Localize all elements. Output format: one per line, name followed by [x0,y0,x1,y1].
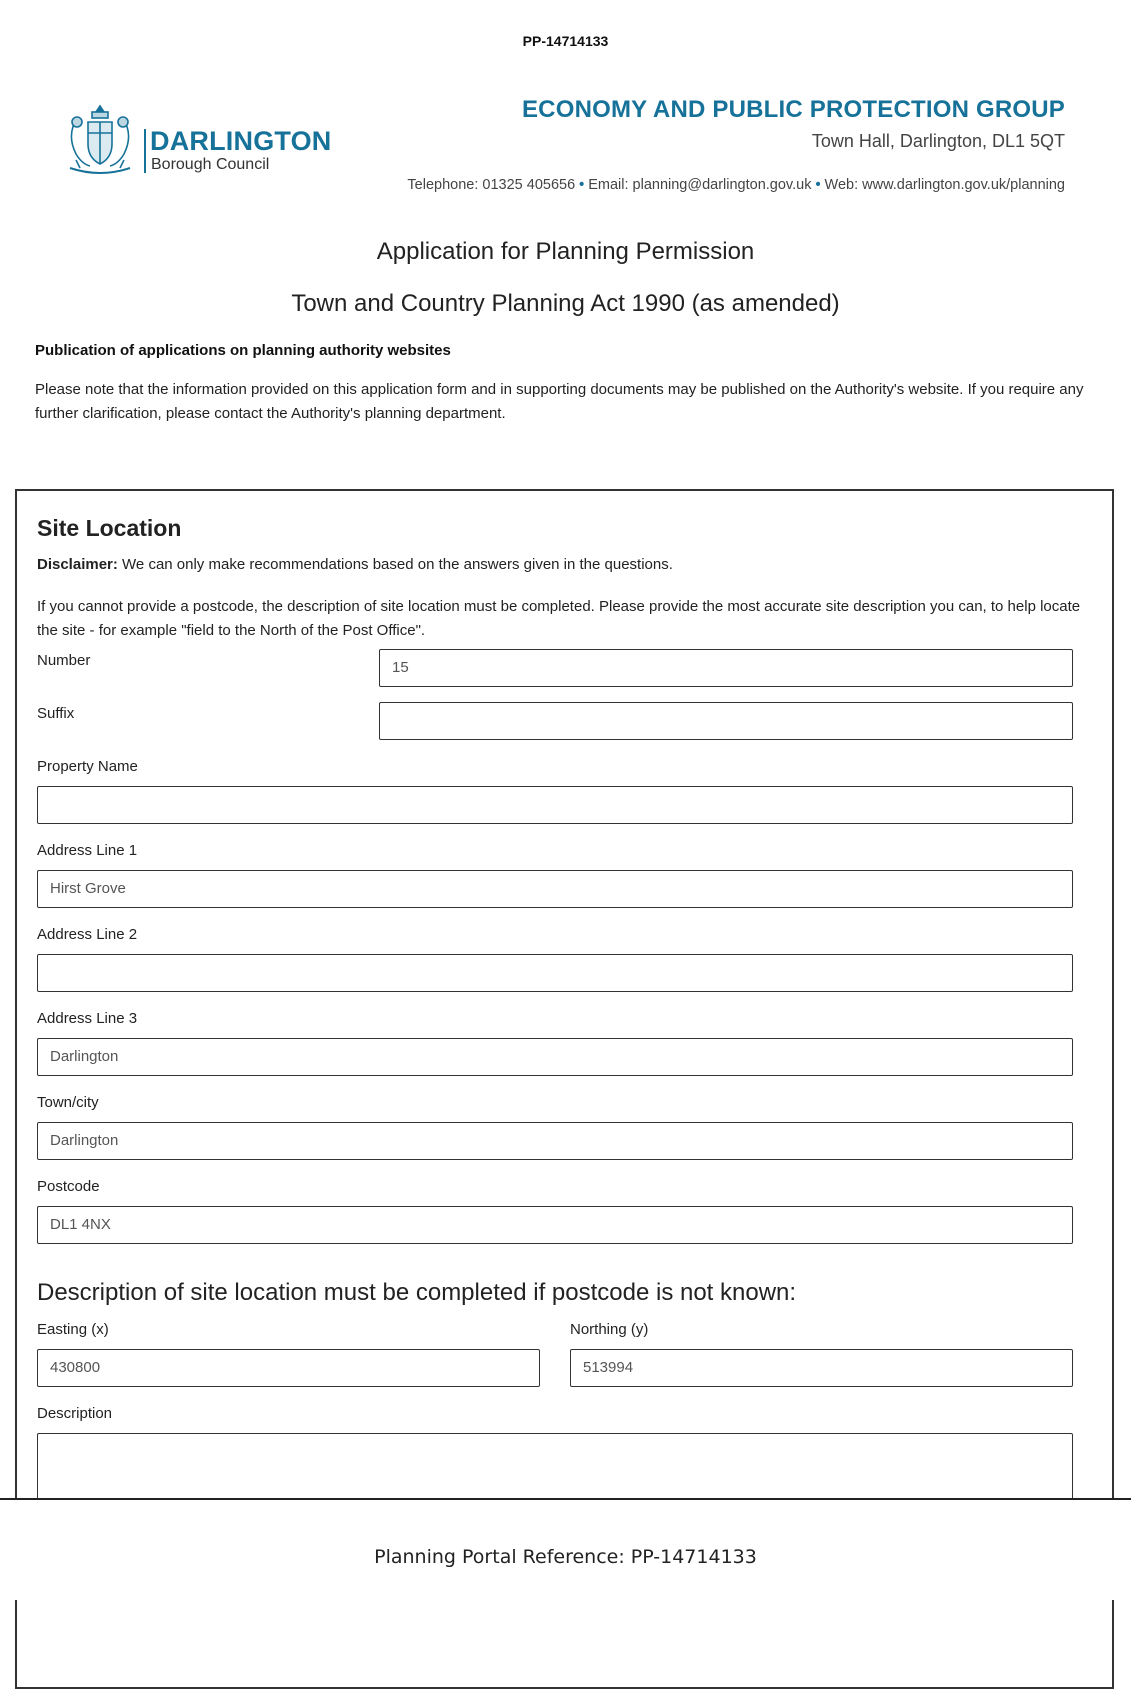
footer-divider [0,1498,1131,1500]
bullet-separator: • [579,177,585,193]
logo-name: DARLINGTON [150,126,332,156]
postcode-input[interactable]: DL1 4NX [37,1206,1073,1244]
address-line-2-label: Address Line 2 [37,926,138,943]
section-title: Site Location [37,515,182,541]
disclaimer-text: We can only make recommendations based on the answers given in the questions. [117,556,673,573]
form-subtitle: Town and Country Planning Act 1990 (as amended) [291,290,840,317]
department-address: Town Hall, Darlington, DL1 5QT [811,131,1065,151]
page-reference: PP-14714133 [522,33,609,49]
address-line-1-input[interactable]: Hirst Grove [37,870,1073,908]
department-contact [407,177,1065,193]
northing-input[interactable]: 513994 [570,1349,1073,1387]
publication-notice: Please note that the information provided on this application form and in supporting documents may be published on the Authority's website. If you require any further clarification, please contact the Authority's planning department. [35,381,1084,422]
suffix-label: Suffix [37,705,75,722]
web-link[interactable]: Web: www.darlington.gov.uk/planning [824,177,1065,193]
instruction-text: If you cannot provide a postcode, the description of site location must be completed. Please provide the most accurate site description you can, to help locate the site - for example "field to the North of the Post Office". [37,598,1081,639]
northing-label: Northing (y) [570,1321,649,1338]
town-city-label: Town/city [37,1094,99,1111]
publication-heading: Publication of applications on planning authority websites [35,342,451,359]
suffix-input[interactable] [379,702,1073,740]
telephone: Telephone: 01325 405656 [407,177,576,193]
bullet-separator: • [815,177,821,193]
address-line-2-input[interactable] [37,954,1073,992]
number-input[interactable]: 15 [379,649,1073,687]
address-line-3-label: Address Line 3 [37,1010,138,1027]
disclaimer [37,556,673,573]
disclaimer-label: Disclaimer: [37,556,118,573]
postcode-label: Postcode [37,1178,100,1195]
town-city-input[interactable]: Darlington [37,1122,1073,1160]
footer-reference: Planning Portal Reference: PP-14714133 [374,1546,757,1568]
logo-divider [144,129,146,173]
address-line-1-label: Address Line 1 [37,842,138,859]
form-title: Application for Planning Permission [376,238,755,265]
department-title: ECONOMY AND PUBLIC PROTECTION GROUP [521,96,1065,123]
description-label: Description [37,1405,113,1422]
council-logo [64,100,344,180]
coat-of-arms-icon [64,102,136,178]
email-link[interactable]: Email: planning@darlington.gov.uk [588,177,812,193]
number-label: Number [37,652,91,669]
easting-label: Easting (x) [37,1321,109,1338]
logo-subtitle: Borough Council [151,156,270,173]
easting-input[interactable]: 430800 [37,1349,540,1387]
property-name-input[interactable] [37,786,1073,824]
description-heading: Description of site location must be completed if postcode is not known: [37,1279,797,1306]
property-name-label: Property Name [37,758,138,775]
address-line-3-input[interactable]: Darlington [37,1038,1073,1076]
